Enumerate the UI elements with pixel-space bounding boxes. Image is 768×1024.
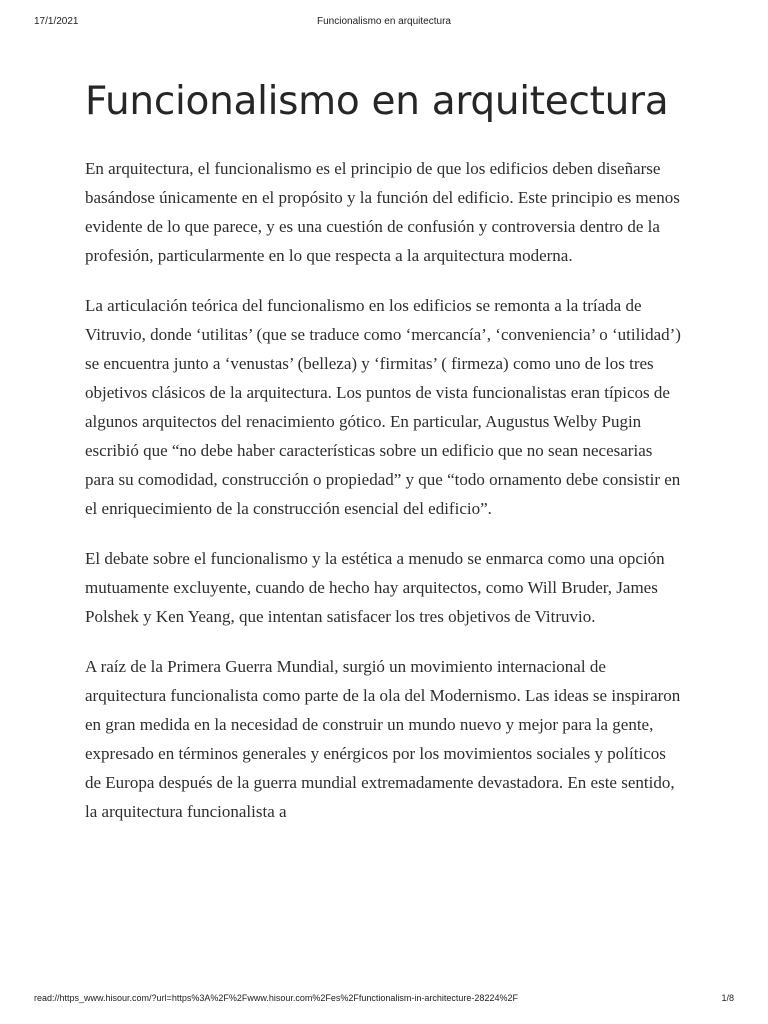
print-footer: [34, 993, 734, 1007]
article-paragraph-1: En arquitectura, el funcionalismo es el principio de que los edificios deben diseñarse basándose únicamente en el propósito y la función del edificio. Este principio es menos evidente de lo que parece, y es una cuestión de confusión y controversia dentro de la profesión, particularmente en lo que respecta a la arquitectura moderna.: [85, 159, 680, 265]
print-document-title: Funcionalismo en arquitectura: [317, 16, 451, 27]
article-paragraph-2: La articulación teórica del funcionalismo en los edificios se remonta a la tríada de Vitruvio, donde ‘utilitas’ (que se traduce como ‘mercancía’, ‘conveniencia’ o ‘utilidad’) se encuentra junto a ‘venustas’ (belleza) y ‘firmitas’ ( firmeza) como uno de los tres objetivos clásicos de la arquitectura. Los puntos de vista funcionalistas eran típicos de algunos arquitectos del renacimiento gótico. En particular, Augustus Welby Pugin escribió que “no debe haber características sobre un edificio que no sean necesarias para su comodidad, construcción o propiedad” y que “todo ornamento debe consistir en el enriquecimiento de la construcción esencial del edificio”.: [85, 296, 681, 518]
page-number: 1/8: [721, 993, 734, 1003]
print-header: [34, 16, 734, 30]
article-paragraph-4: A raíz de la Primera Guerra Mundial, surgió un movimiento internacional de arquitectura funcionalista como parte de la ola del Modernismo. Las ideas se inspiraron en gran medida en la necesidad de construir un mundo nuevo y mejor para la gente, expresado en términos generales y enérgicos por los movimientos sociales y políticos de Europa después de la guerra mundial extremadamente devastadora. En este sentido, la arquitectura funcionalista a: [85, 657, 681, 821]
article-paragraph-3: El debate sobre el funcionalismo y la estética a menudo se enmarca como una opción mutuamente excluyente, cuando de hecho hay arquitectos, como Will Bruder, James Polshek y Ken Yeang, que intentan satisfacer los tres objetivos de Vitruvio.: [85, 549, 665, 626]
article: [85, 78, 685, 847]
article-title: Funcionalismo en arquitectura: [85, 79, 669, 124]
print-date: 17/1/2021: [34, 16, 79, 27]
print-source-url: read://https_www.hisour.com/?url=https%3A%2F%2Fwww.hisour.com%2Fes%2Ffunctionalism-in-architecture-28224%2F: [34, 993, 518, 1003]
